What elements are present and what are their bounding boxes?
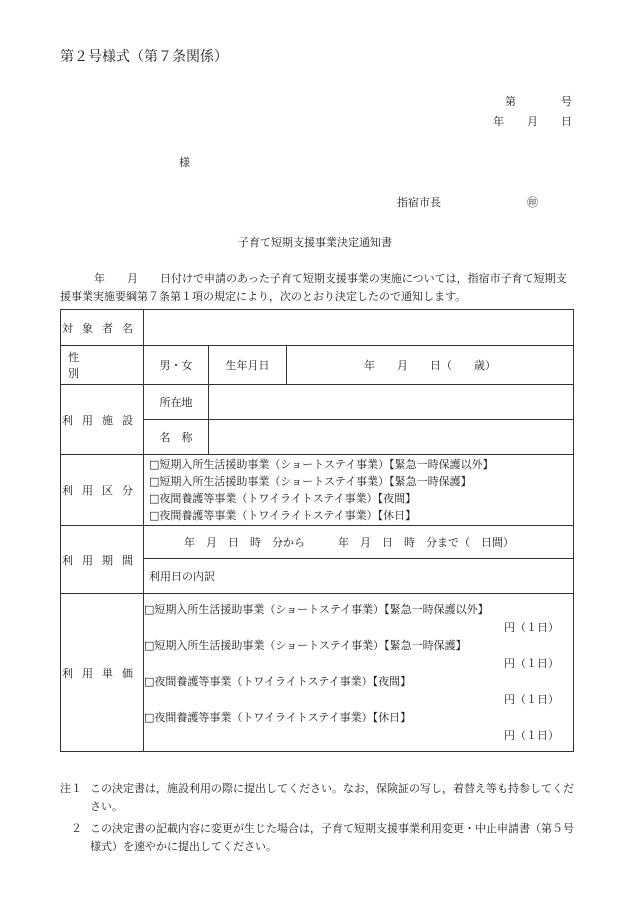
row-target-person bbox=[61, 310, 574, 346]
unit-price-item-1[interactable]: □短期入所生活援助事業（ショートステイ事業）【緊急一時保護以外】 bbox=[144, 602, 489, 616]
intro-line-2: 援事業実施要綱第７条第１項の規定により，次のとおり決定したので通知します。 bbox=[60, 290, 467, 303]
category-option-4[interactable]: □夜間養護等事業（トワイライトステイ事業）【休日】 bbox=[149, 509, 417, 522]
target-person-label: 対象者名 bbox=[61, 310, 144, 346]
facility-address-value[interactable] bbox=[209, 385, 574, 420]
row-facility-address bbox=[61, 385, 574, 420]
gender-value[interactable]: 男・女 bbox=[144, 346, 209, 385]
addressee-suffix: 様 bbox=[179, 156, 190, 169]
period-breakdown-label[interactable]: 利用日の内訳 bbox=[144, 559, 574, 594]
date-month: 月 bbox=[527, 115, 538, 128]
period-value[interactable]: 年 月 日 時 分から 年 月 日 時 分まで（ 日間） bbox=[144, 526, 574, 559]
note-1 bbox=[60, 780, 575, 816]
note-2-mark: ２ bbox=[71, 822, 82, 835]
doc-number-go: 号 bbox=[561, 95, 572, 108]
decision-table bbox=[60, 309, 574, 752]
category-option-2[interactable]: □短期入所生活援助事業（ショートステイ事業）【緊急一時保護】 bbox=[149, 475, 472, 488]
note-1-text: この決定書は，施設利用の際に提出してください。なお，保険証の写し，着替え等も持参してください。 bbox=[90, 782, 574, 813]
notes bbox=[60, 780, 575, 856]
unit-price-label: 利用単価 bbox=[61, 594, 144, 752]
row-category bbox=[61, 455, 574, 526]
doc-number-dai: 第 bbox=[505, 95, 516, 108]
target-person-value[interactable] bbox=[144, 310, 574, 346]
birthdate-value[interactable]: 年 月 日（ 歳） bbox=[287, 346, 574, 385]
form-number: 第２号様式（第７条関係） bbox=[60, 49, 228, 65]
unit-price-item-3[interactable]: □夜間養護等事業（トワイライトステイ事業）【夜間】 bbox=[144, 674, 412, 688]
note-1-mark: 注１ bbox=[60, 782, 82, 795]
unit-price-item-2[interactable]: □短期入所生活援助事業（ショートステイ事業）【緊急一時保護】 bbox=[144, 638, 467, 652]
date-day: 日 bbox=[561, 115, 572, 128]
category-label: 利用区分 bbox=[61, 455, 144, 526]
row-period bbox=[61, 526, 574, 559]
intro-text bbox=[60, 270, 575, 306]
row-gender bbox=[61, 346, 574, 385]
gender-label: 性別 bbox=[68, 351, 125, 380]
seal-icon: ㊞ bbox=[527, 196, 538, 209]
facility-name-label: 名 称 bbox=[144, 420, 209, 455]
facility-address-label: 所在地 bbox=[144, 385, 209, 420]
facility-label: 利用施設 bbox=[61, 385, 144, 455]
category-option-1[interactable]: □短期入所生活援助事業（ショートステイ事業）【緊急一時保護以外】 bbox=[149, 458, 494, 471]
facility-name-value[interactable] bbox=[209, 420, 574, 455]
row-unit-price bbox=[61, 594, 574, 752]
period-label: 利用期間 bbox=[61, 526, 144, 594]
birthdate-label: 生年月日 bbox=[209, 346, 287, 385]
note-2-text: この決定書の記載内容に変更が生じた場合は，子育て短期支援事業利用変更・中止申請書（第５号様式）を速やかに提出してください。 bbox=[90, 822, 574, 853]
issuer-name: 指宿市長 bbox=[397, 196, 441, 209]
intro-line-1: 年 月 日付けで申請のあった子育て短期支援事業の実施については，指宿市子育て短期支 bbox=[94, 272, 567, 285]
date-year: 年 bbox=[493, 115, 504, 128]
unit-price-list bbox=[144, 594, 574, 752]
document-title: 子育て短期支援事業決定通知書 bbox=[238, 236, 392, 249]
unit-price-value-2[interactable]: 円（１日） bbox=[504, 656, 560, 670]
unit-price-value-1[interactable]: 円（１日） bbox=[504, 620, 560, 634]
note-2 bbox=[60, 820, 575, 856]
category-option-3[interactable]: □夜間養護等事業（トワイライトステイ事業）【夜間】 bbox=[149, 492, 417, 505]
unit-price-value-4[interactable]: 円（１日） bbox=[504, 728, 560, 742]
unit-price-value-3[interactable]: 円（１日） bbox=[504, 692, 560, 706]
gender-label-cell bbox=[61, 346, 144, 385]
category-options bbox=[144, 455, 574, 526]
unit-price-item-4[interactable]: □夜間養護等事業（トワイライトステイ事業）【休日】 bbox=[144, 710, 412, 724]
